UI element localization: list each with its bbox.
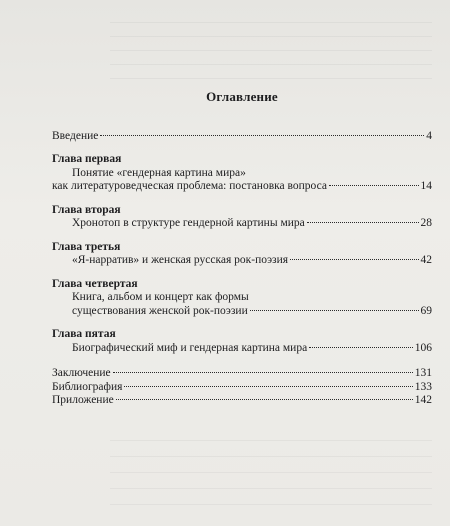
leader-dots xyxy=(100,135,424,136)
chapter-heading: Глава первая xyxy=(52,153,122,165)
toc-entry-intro[interactable] xyxy=(52,130,432,144)
show-through-line xyxy=(110,504,432,505)
chapter-heading: Глава пятая xyxy=(52,328,116,340)
toc-page-number: 142 xyxy=(414,394,432,406)
chapter-heading: Глава четвертая xyxy=(52,277,138,290)
chapter-title-line: Хронотоп в структуре гендерной картины мира xyxy=(72,217,305,229)
show-through-line xyxy=(110,488,432,489)
toc-entry-chapter-5[interactable] xyxy=(52,342,432,356)
chapter-title-line: «Я-нарратив» и женская русская рок-поэзия xyxy=(72,254,289,266)
toc-entry-chapter-3[interactable] xyxy=(52,254,432,268)
chapter-title-line: существования женской рок-поэзии xyxy=(72,304,248,317)
chapter-title-line: Биографический миф и гендерная картина мира xyxy=(72,341,308,354)
leader-dots xyxy=(329,185,419,186)
toc-page-number: 14 xyxy=(420,180,432,192)
toc-page-number: 4 xyxy=(426,129,432,142)
toc-entry-chapter-2[interactable] xyxy=(52,217,432,231)
toc-page-number: 69 xyxy=(420,304,432,317)
show-through-line xyxy=(110,472,432,473)
leader-dots xyxy=(116,399,413,400)
toc-page-number: 28 xyxy=(420,217,432,229)
leader-dots xyxy=(309,347,413,348)
toc-page-number: 42 xyxy=(420,254,432,266)
leader-dots xyxy=(113,372,413,373)
leader-dots xyxy=(250,310,419,311)
chapter-title-line: Книга, альбом и концерт как формы xyxy=(72,291,249,303)
toc-entry-appendix[interactable] xyxy=(52,394,432,408)
toc-entry-label: Библиография xyxy=(52,380,123,393)
chapter-title-line: как литературоведческая проблема: постановка вопроса xyxy=(52,180,327,192)
show-through-line xyxy=(110,78,432,79)
toc-page-number: 133 xyxy=(414,380,432,393)
chapter-title-line: Понятие «гендерная картина мира» xyxy=(72,166,246,179)
toc-entry-conclusion[interactable] xyxy=(52,367,432,381)
toc-entry-bibliography[interactable] xyxy=(52,381,432,395)
toc-entry-label: Введение xyxy=(52,129,99,142)
show-through-line xyxy=(110,456,432,457)
toc-entry-chapter-4[interactable] xyxy=(52,305,432,319)
toc-page-number: 131 xyxy=(414,367,432,379)
toc-entry-label: Приложение xyxy=(52,394,114,406)
show-through-line xyxy=(110,64,432,65)
toc-entry-chapter-1[interactable] xyxy=(52,180,432,194)
toc-entry-label: Заключение xyxy=(52,367,111,379)
table-of-contents xyxy=(52,90,432,408)
show-through-line xyxy=(110,440,432,441)
show-through-line xyxy=(110,22,432,23)
toc-title: Оглавление xyxy=(206,89,278,104)
chapter-heading: Глава вторая xyxy=(52,203,121,216)
show-through-line xyxy=(110,36,432,37)
toc-page-number: 106 xyxy=(414,341,432,354)
chapter-heading: Глава третья xyxy=(52,240,121,253)
show-through-line xyxy=(110,50,432,51)
leader-dots xyxy=(307,222,419,223)
leader-dots xyxy=(124,386,412,387)
leader-dots xyxy=(290,259,418,260)
